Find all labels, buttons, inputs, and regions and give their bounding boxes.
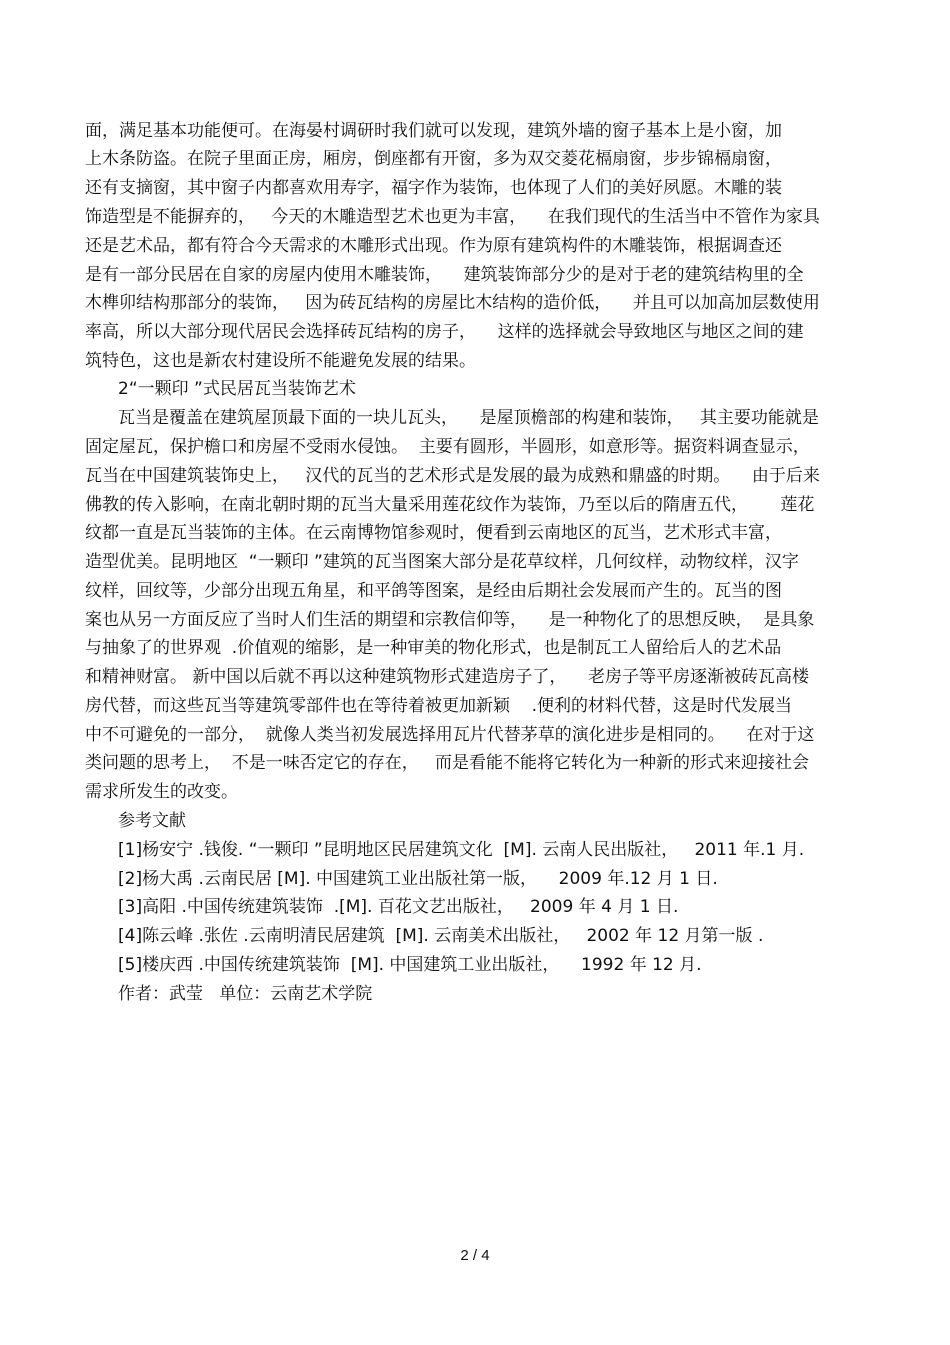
section-line: 和精神财富。 新中国以后就不再以这种建筑物形式建造房子了， 老房子等平房逐渐被砖瓦高楼: [85, 667, 810, 687]
section-line: 与抽象了的世界观 .价值观的缩影，是一种审美的物化形式，也是制瓦工人留给后人的艺术品: [85, 638, 782, 658]
body-line: 还有支摘窗，其中窗子内都喜欢用寿字，福字作为装饰，也体现了人们的美好夙愿。木雕的装: [85, 178, 782, 198]
reference-item: [4]陈云峰 .张佐 .云南明清民居建筑 [M]. 云南美术出版社， 2002 年 12 月第一版 .: [118, 926, 764, 946]
body-line: 还是艺术品，都有符合今天需求的木雕形式出现。作为原有建筑构件的木雕装饰，根据调查还: [85, 236, 782, 256]
section-line: 类问题的思考上， 不是一味否定它的存在， 而是看能不能将它转化为一种新的形式来迎接社会: [85, 753, 810, 773]
section-line: 纹都一直是瓦当装饰的主体。在云南博物馆参观时，便看到云南地区的瓦当，艺术形式丰富，: [85, 523, 782, 543]
body-line: 饰造型是不能摒弃的， 今天的木雕造型艺术也更为丰富， 在我们现代的生活当中不管作为家具: [85, 207, 820, 227]
body-line: 率高，所以大部分现代居民会选择砖瓦结构的房子， 这样的选择就会导致地区与地区之间的建: [85, 322, 804, 342]
section-line: 案也从另一方面反应了当时人们生活的期望和宗教信仰等， 是一种物化了的思想反映， 是具象: [85, 610, 815, 630]
section-line: 纹样，回纹等，少部分出现五角星，和平鸽等图案，是经由后期社会发展而产生的。瓦当的图: [85, 581, 782, 601]
reference-item: [3]高阳 .中国传统建筑装饰 .[M]. 百花文艺出版社， 2009 年 4 月 1 日.: [118, 897, 679, 917]
section-line: 瓦当是覆盖在建筑屋顶最下面的一块儿瓦头， 是屋顶檐部的构建和装饰， 其主要功能就是: [118, 408, 819, 428]
body-line: 上木条防盗。在院子里面正房，厢房，倒座都有开窗，多为双交菱花槅扇窗，步步锦槅扇窗，: [85, 149, 782, 169]
section-line: 佛教的传入影响，在南北朝时期的瓦当大量采用莲花纹作为装饰，乃至以后的隋唐五代， 莲花: [85, 495, 815, 515]
body-line: 是有一部分民居在自家的房屋内使用木雕装饰， 建筑装饰部分少的是对于老的建筑结构里的全: [85, 265, 804, 285]
section-heading: 2“一颗印 ”式民居瓦当装饰艺术: [118, 379, 356, 399]
section-line: 房代替，而这些瓦当等建筑零部件也在等待着被更加新颖 .便利的材料代替，这是时代发展当: [85, 696, 793, 716]
author-line: 作者：武莹 单位：云南艺术学院: [118, 984, 373, 1004]
section-line: 瓦当在中国建筑装饰史上， 汉代的瓦当的艺术形式是发展的最为成熟和鼎盛的时期。 由于后来: [85, 466, 820, 486]
body-line: 面，满足基本功能便可。在海晏村调研时我们就可以发现，建筑外墙的窗子基本上是小窗，加: [85, 121, 782, 141]
section-line: 造型优美。昆明地区 “一颗印 ”建筑的瓦当图案大部分是花草纹样，几何纹样，动物纹样，汉字: [85, 552, 799, 572]
body-line: 木榫卯结构那部分的装饰， 因为砖瓦结构的房屋比木结构的造价低， 并且可以加高加层数使用: [85, 293, 820, 313]
body-line: 筑特色，这也是新农村建设所不能避免发展的结果。: [85, 351, 476, 371]
page-number: 2 / 4: [460, 1247, 490, 1264]
reference-item: [1]杨安宁 .钱俊. “一颗印 ”昆明地区民居建筑文化 [M]. 云南人民出版社， 2011 年.1 月.: [118, 840, 805, 860]
section-line: 固定屋瓦，保护檐口和房屋不受雨水侵蚀。 主要有圆形，半圆形，如意形等。据资料调查显示，: [85, 437, 810, 457]
references-heading: 参考文献: [118, 811, 186, 831]
section-line: 中不可避免的一部分， 就像人类当初发展选择用瓦片代替茅草的演化进步是相同的。 在对于这: [85, 725, 815, 745]
section-line: 需求所发生的改变。: [85, 782, 238, 802]
reference-item: [2]杨大禹 .云南民居 [M]. 中国建筑工业出版社第一版， 2009 年.12 月 1 日.: [118, 869, 718, 889]
reference-item: [5]楼庆西 .中国传统建筑装饰 [M]. 中国建筑工业出版社， 1992 年 12 月.: [118, 955, 702, 975]
